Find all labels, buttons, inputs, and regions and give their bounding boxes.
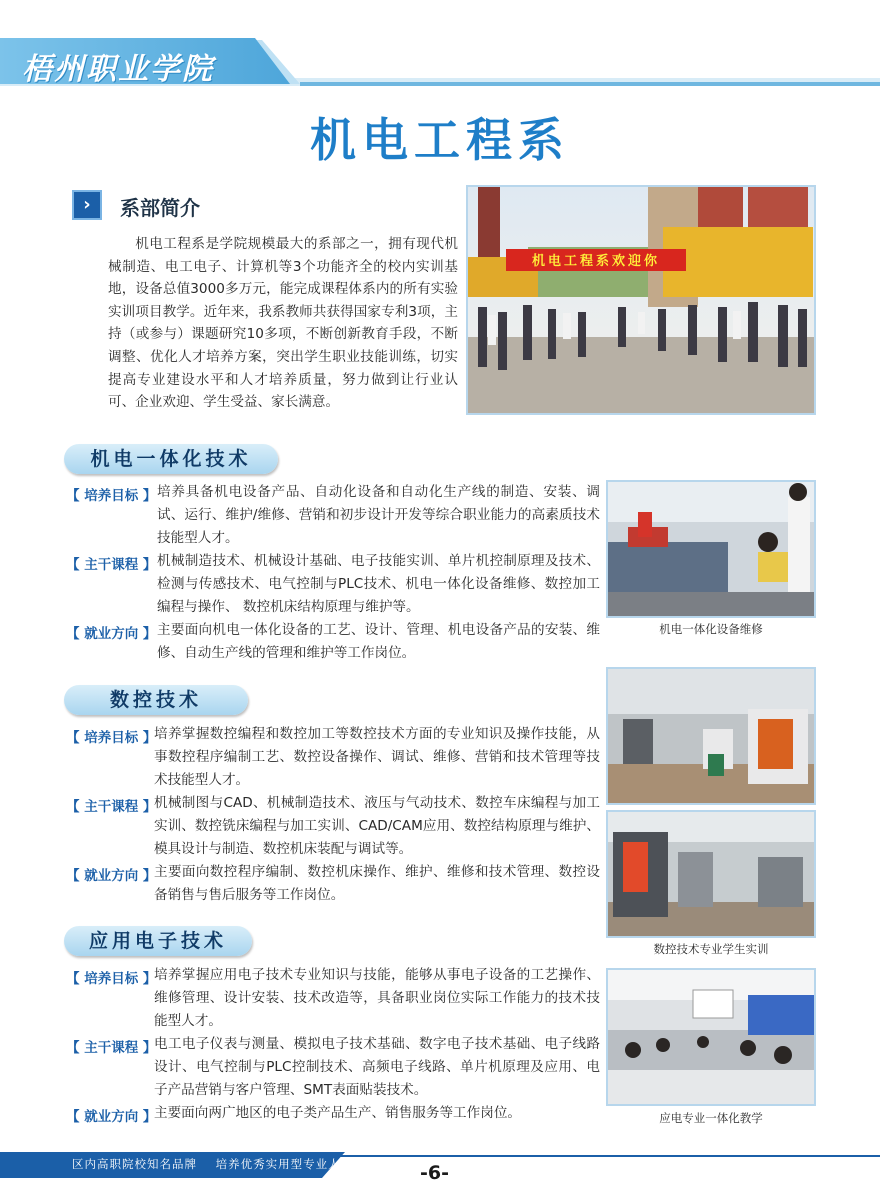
footer-slogan: 区内高职院校知名品牌 培养优秀实用型专业人才 (72, 1157, 354, 1171)
program-job: 主要面向两广地区的电子类产品生产、销售服务等工作岗位。 (154, 1105, 522, 1121)
program-course: 电工电子仪表与测量、模拟电子技术基础、数字电子技术基础、电子线路设计、电气控制与PLC控制技术、高频电子线路、单片机原理及应用、电子产品营销与客户管理、SMT表面贴装技术。 (154, 1036, 600, 1098)
school-name: 梧州职业学院 (22, 52, 214, 87)
header-stroke (300, 82, 880, 86)
label-goal: 【 培养目标 】 (66, 971, 157, 987)
label-course: 【 主干课程 】 (66, 1040, 157, 1056)
photo-mechatronics (606, 480, 816, 618)
caption-cnc: 数控技术专业学生实训 (653, 942, 769, 956)
label-job: 【 就业方向 】 (66, 1109, 157, 1125)
section-title: 系部简介 (120, 196, 200, 220)
page-title: 机电工程系 (310, 113, 570, 167)
caption-electronics: 应电专业一体化教学 (659, 1111, 763, 1125)
program-title-cnc: 数控技术 (64, 685, 248, 715)
program-course: 机械制造技术、机械设计基础、电子技能实训、单片机控制原理及技术、检测与传感技术、电气控制与PLC技术、机电一体化设备维修、数控加工编程与操作、 数控机床结构原理与维护等。 (157, 553, 600, 615)
intro-text: 机电工程系是学院规模最大的系部之一，拥有现代机械制造、电工电子、计算机等3个功能齐全的校内实训基地，设备总值3000多万元，能完成课程体系内的所有实验实训项目教学。近年来，我系教师共获得国家专利3项，主持（或参与）课题研究10多项，不断创新教育手段，不断调整、优化人才培养方案，突出学生职业技能训练，切实提高专业建设水平和人才培养质量，努力做到让行业认可、企业欢迎、学生受益、家长满意。 (108, 236, 458, 411)
page-number: -6- (420, 1162, 449, 1184)
label-goal: 【 培养目标 】 (66, 730, 157, 746)
label-course: 【 主干课程 】 (66, 799, 157, 815)
campus-photo (466, 185, 816, 415)
caption-mechatronics: 机电一体化设备维修 (659, 622, 763, 636)
footer-line (330, 1155, 880, 1157)
program-title-electronics: 应用电子技术 (64, 926, 252, 956)
program-course: 机械制图与CAD、机械制造技术、液压与气动技术、数控车床编程与加工实训、数控铣床编程与加工实训、CAD/CAM应用、数控结构原理与维护、模具设计与制造、数控机床装配与调试等。 (154, 795, 600, 857)
photo-cnc-1 (606, 667, 816, 805)
photo-electronics (606, 968, 816, 1106)
label-course: 【 主干课程 】 (66, 557, 157, 573)
label-job: 【 就业方向 】 (66, 868, 157, 884)
program-job: 主要面向数控程序编制、数控机床操作、维护、维修和技术管理、数控设备销售与售后服务等工作岗位。 (154, 864, 600, 903)
program-title-mechatronics: 机电一体化技术 (64, 444, 278, 474)
banner-text: 机电工程系欢迎你 (531, 254, 661, 269)
program-job: 主要面向机电一体化设备的工艺、设计、管理、机电设备产品的安装、维修、自动生产线的管理和维护等工作岗位。 (157, 622, 600, 661)
chevron-right-icon: › (72, 190, 102, 220)
program-goal: 培养掌握应用电子技术专业知识与技能，能够从事电子设备的工艺操作、维修管理、设计安装、技术改造等，具备职业岗位实际工作能力的技术技能型人才。 (154, 967, 600, 1029)
program-goal: 培养具备机电设备产品、自动化设备和自动化生产线的制造、安装、调试、运行、维护/维修、营销和初步设计开发等综合职业能力的高素质技术技能型人才。 (157, 484, 600, 546)
photo-cnc-2 (606, 810, 816, 938)
label-job: 【 就业方向 】 (66, 626, 157, 642)
program-goal: 培养掌握数控编程和数控加工等数控技术方面的专业知识及操作技能，从事数控程序编制工艺、数控设备操作、调试、维修、营销和技术管理等技术技能型人才。 (154, 726, 600, 788)
label-goal: 【 培养目标 】 (66, 488, 157, 504)
